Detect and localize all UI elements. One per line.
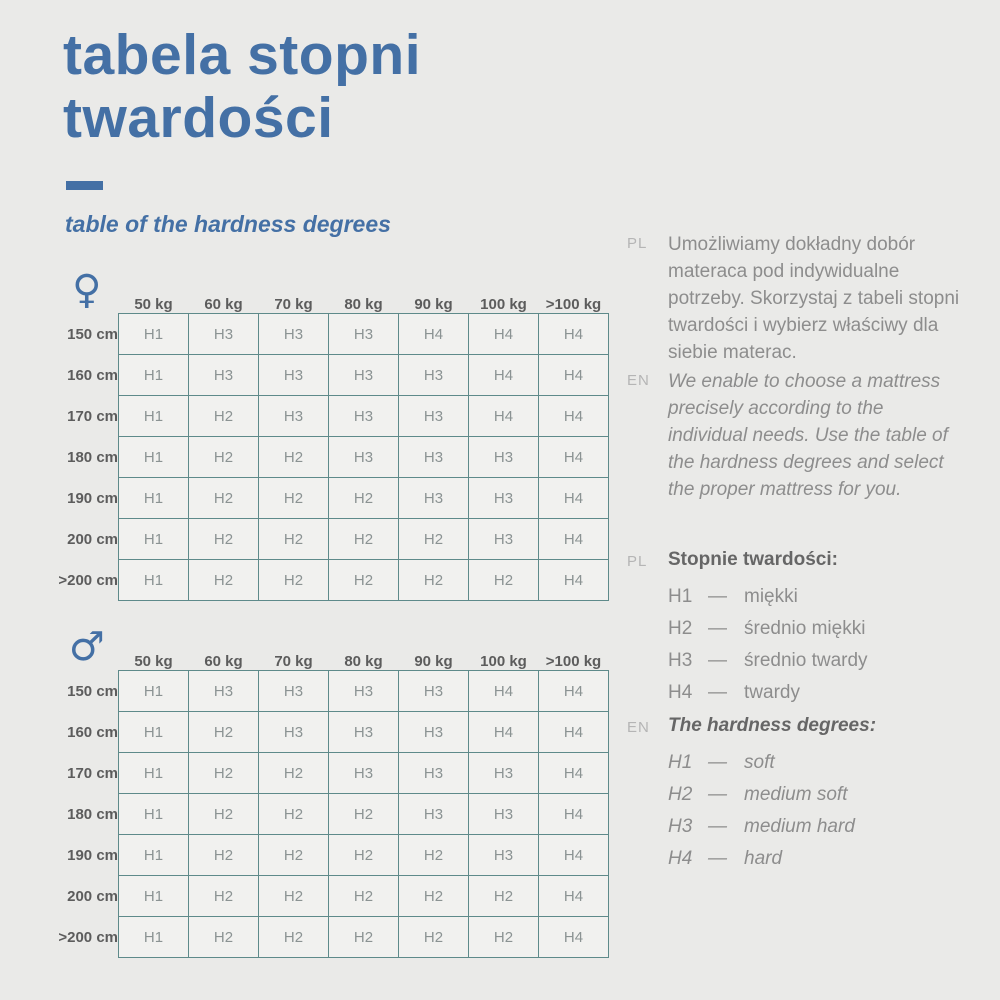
hardness-cell: H4	[539, 355, 609, 396]
hardness-code: H1	[668, 752, 693, 773]
weight-header: 90 kg	[414, 296, 453, 313]
hardness-cell: H2	[259, 794, 329, 835]
hardness-cell: H1	[119, 519, 189, 560]
hardness-cell: H1	[119, 917, 189, 958]
page-title-line1: tabela stopni	[63, 23, 422, 87]
hardness-cell: H2	[259, 478, 329, 519]
page-title-line2: twardości	[63, 86, 334, 150]
height-label: 200 cm	[67, 530, 118, 548]
hardness-code: H3	[668, 816, 693, 837]
legend-item	[668, 784, 876, 806]
em-dash: —	[708, 586, 727, 607]
hardness-cell: H1	[119, 876, 189, 917]
em-dash: —	[708, 650, 727, 671]
hardness-table-female	[55, 266, 609, 601]
hardness-cell: H3	[399, 671, 469, 712]
male-symbol-icon: ♂	[68, 623, 105, 670]
table-header-row	[55, 266, 609, 314]
hardness-cell: H2	[399, 917, 469, 958]
hardness-cell: H3	[329, 437, 399, 478]
hardness-cell: H2	[189, 835, 259, 876]
hardness-cell: H2	[329, 876, 399, 917]
weight-header: >100 kg	[545, 653, 602, 670]
hardness-cell: H4	[539, 917, 609, 958]
info-paragraph-pl: Umożliwiamy dokładny dobór materaca pod indywidualne potrzeby. Skorzystaj z tabeli stopni twardości i wybierz właściwy dla siebie materac.	[668, 234, 960, 363]
hardness-cell: H2	[189, 478, 259, 519]
hardness-cell: H3	[469, 437, 539, 478]
legend-item	[668, 848, 876, 870]
hardness-cell: H2	[329, 560, 399, 601]
hardness-cell: H2	[189, 519, 259, 560]
weight-header: 70 kg	[274, 653, 313, 670]
height-label: 150 cm	[67, 325, 118, 343]
language-tag-pl: PL	[627, 235, 648, 252]
hardness-cell: H1	[119, 478, 189, 519]
hardness-cell: H2	[469, 876, 539, 917]
table-row	[55, 396, 609, 437]
hardness-cell: H4	[539, 314, 609, 355]
table-row	[55, 876, 609, 917]
legend-heading-en: The hardness degrees:	[668, 715, 877, 736]
hardness-label: medium hard	[744, 816, 855, 837]
weight-header: 60 kg	[204, 653, 243, 670]
hardness-label: twardy	[744, 682, 800, 703]
hardness-cell: H3	[329, 396, 399, 437]
hardness-cell: H4	[469, 314, 539, 355]
hardness-cell: H4	[399, 314, 469, 355]
hardness-cell: H1	[119, 314, 189, 355]
hardness-cell: H4	[539, 835, 609, 876]
height-label: 170 cm	[67, 407, 118, 425]
info-section-pl	[627, 231, 960, 366]
table-row	[55, 560, 609, 601]
hardness-cell: H3	[469, 835, 539, 876]
hardness-cell: H2	[259, 753, 329, 794]
weight-header: 70 kg	[274, 296, 313, 313]
hardness-cell: H1	[119, 560, 189, 601]
legend-item	[668, 752, 876, 774]
hardness-cell: H2	[189, 560, 259, 601]
hardness-cell: H4	[539, 478, 609, 519]
height-label: 180 cm	[67, 448, 118, 466]
em-dash: —	[708, 682, 727, 703]
legend-item	[668, 586, 868, 608]
height-label: >200 cm	[58, 571, 118, 589]
hardness-cell: H4	[539, 794, 609, 835]
hardness-cell: H3	[399, 355, 469, 396]
hardness-cell: H2	[399, 835, 469, 876]
hardness-cell: H2	[329, 519, 399, 560]
height-label: 190 cm	[67, 846, 118, 864]
hardness-cell: H2	[259, 560, 329, 601]
hardness-cell: H1	[119, 753, 189, 794]
hardness-cell: H2	[469, 917, 539, 958]
table-row	[55, 519, 609, 560]
legend-content-pl	[668, 549, 868, 714]
em-dash: —	[708, 816, 727, 837]
hardness-cell: H4	[539, 876, 609, 917]
hardness-cell: H2	[189, 396, 259, 437]
height-label: 180 cm	[67, 805, 118, 823]
hardness-cell: H2	[329, 478, 399, 519]
em-dash: —	[708, 784, 727, 805]
hardness-cell: H3	[329, 355, 399, 396]
hardness-cell: H3	[399, 396, 469, 437]
female-symbol-icon: ♀	[72, 266, 102, 313]
hardness-cell: H4	[469, 396, 539, 437]
hardness-cell: H1	[119, 712, 189, 753]
title-dash-divider	[66, 181, 103, 190]
hardness-cell: H4	[539, 519, 609, 560]
legend-section-pl	[627, 549, 868, 714]
hardness-cell: H2	[399, 560, 469, 601]
hardness-cell: H4	[539, 437, 609, 478]
hardness-cell: H4	[539, 671, 609, 712]
weight-header: 80 kg	[344, 296, 383, 313]
weight-header: 100 kg	[480, 653, 527, 670]
hardness-cell: H3	[189, 314, 259, 355]
language-tag-en: EN	[627, 719, 650, 736]
table-row	[55, 355, 609, 396]
legend-item	[668, 650, 868, 672]
height-label: 190 cm	[67, 489, 118, 507]
hardness-cell: H3	[329, 712, 399, 753]
hardness-cell: H3	[469, 794, 539, 835]
hardness-cell: H2	[189, 753, 259, 794]
hardness-cell: H3	[469, 753, 539, 794]
hardness-cell: H3	[329, 314, 399, 355]
weight-header: 80 kg	[344, 653, 383, 670]
hardness-cell: H1	[119, 355, 189, 396]
weight-header: 50 kg	[134, 296, 173, 313]
table-row	[55, 712, 609, 753]
language-tag-en: EN	[627, 372, 650, 389]
hardness-cell: H3	[259, 314, 329, 355]
hardness-cell: H2	[259, 876, 329, 917]
hardness-cell: H2	[329, 835, 399, 876]
hardness-cell: H2	[399, 519, 469, 560]
weight-header: 50 kg	[134, 653, 173, 670]
hardness-cell: H1	[119, 671, 189, 712]
hardness-cell: H4	[469, 671, 539, 712]
height-label: 200 cm	[67, 887, 118, 905]
table-row	[55, 917, 609, 958]
hardness-code: H1	[668, 586, 693, 607]
hardness-cell: H4	[539, 396, 609, 437]
hardness-label: medium soft	[744, 784, 848, 805]
height-label: 150 cm	[67, 682, 118, 700]
hardness-cell: H4	[539, 712, 609, 753]
legend-section-en	[627, 715, 876, 880]
hardness-cell: H1	[119, 396, 189, 437]
legend-content-en	[668, 715, 876, 880]
hardness-cell: H1	[119, 835, 189, 876]
hardness-cell: H2	[259, 437, 329, 478]
em-dash: —	[708, 618, 727, 639]
hardness-cell: H2	[259, 835, 329, 876]
hardness-cell: H2	[189, 876, 259, 917]
height-label: >200 cm	[58, 928, 118, 946]
hardness-cell: H4	[469, 355, 539, 396]
page-title	[63, 24, 421, 150]
weight-header: 60 kg	[204, 296, 243, 313]
hardness-cell: H4	[539, 560, 609, 601]
hardness-cell: H3	[399, 753, 469, 794]
hardness-code: H4	[668, 848, 693, 869]
table-header-row	[55, 623, 609, 671]
em-dash: —	[708, 848, 727, 869]
hardness-code: H3	[668, 650, 693, 671]
hardness-cell: H3	[189, 671, 259, 712]
table-row	[55, 671, 609, 712]
hardness-cell: H3	[399, 712, 469, 753]
hardness-label: soft	[744, 752, 775, 773]
info-section-en	[627, 368, 960, 503]
table-row	[55, 437, 609, 478]
hardness-cell: H2	[259, 519, 329, 560]
hardness-cell: H2	[469, 560, 539, 601]
hardness-cell: H4	[469, 712, 539, 753]
legend-heading-pl: Stopnie twardości:	[668, 549, 838, 570]
legend-item	[668, 618, 868, 640]
weight-header: >100 kg	[545, 296, 602, 313]
page-subtitle: table of the hardness degrees	[65, 211, 391, 237]
height-label: 160 cm	[67, 723, 118, 741]
hardness-cell: H1	[119, 437, 189, 478]
weight-header: 90 kg	[414, 653, 453, 670]
hardness-cell: H3	[469, 519, 539, 560]
height-label: 160 cm	[67, 366, 118, 384]
hardness-code: H4	[668, 682, 693, 703]
hardness-cell: H3	[259, 712, 329, 753]
hardness-cell: H3	[259, 671, 329, 712]
hardness-cell: H3	[259, 355, 329, 396]
hardness-cell: H3	[329, 671, 399, 712]
table-row	[55, 753, 609, 794]
table-row	[55, 314, 609, 355]
hardness-code: H2	[668, 784, 693, 805]
hardness-cell: H3	[259, 396, 329, 437]
em-dash: —	[708, 752, 727, 773]
hardness-cell: H2	[329, 917, 399, 958]
info-paragraph-en: We enable to choose a mattress precisely according to the individual needs. Use the table of the hardness degrees and select the proper mattress for you.	[668, 371, 948, 500]
hardness-cell: H2	[259, 917, 329, 958]
hardness-label: średnio miękki	[744, 618, 866, 639]
hardness-cell: H3	[399, 437, 469, 478]
hardness-cell: H3	[399, 478, 469, 519]
hardness-cell: H1	[119, 794, 189, 835]
hardness-label: średnio twardy	[744, 650, 868, 671]
hardness-table-male	[55, 623, 609, 958]
legend-item	[668, 682, 868, 704]
hardness-label: miękki	[744, 586, 798, 607]
hardness-cell: H2	[189, 712, 259, 753]
height-label: 170 cm	[67, 764, 118, 782]
hardness-cell: H2	[189, 437, 259, 478]
hardness-cell: H3	[469, 478, 539, 519]
legend-item	[668, 816, 876, 838]
hardness-cell: H2	[399, 876, 469, 917]
hardness-cell: H4	[539, 753, 609, 794]
hardness-cell: H3	[189, 355, 259, 396]
table-row	[55, 835, 609, 876]
weight-header: 100 kg	[480, 296, 527, 313]
table-row	[55, 478, 609, 519]
hardness-cell: H2	[189, 794, 259, 835]
hardness-label: hard	[744, 848, 783, 869]
hardness-cell: H2	[189, 917, 259, 958]
hardness-code: H2	[668, 618, 693, 639]
table-row	[55, 794, 609, 835]
language-tag-pl: PL	[627, 553, 648, 570]
hardness-cell: H3	[399, 794, 469, 835]
hardness-cell: H2	[329, 794, 399, 835]
hardness-cell: H3	[329, 753, 399, 794]
